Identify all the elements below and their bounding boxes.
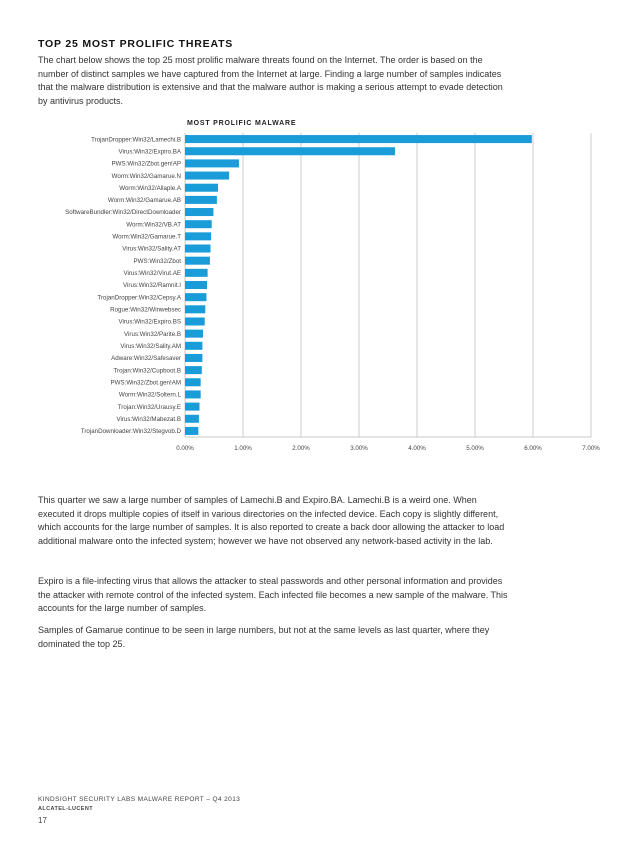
category-label: Worm:Win32/Soltern.L: [118, 391, 181, 399]
footer-company: ALCATEL-LUCENT: [38, 806, 93, 812]
category-label: TrojanDropper:Win32/Cepsy.A: [97, 294, 181, 302]
category-label: Virus:Win32/Virut.AE: [123, 270, 181, 278]
bar: [185, 220, 212, 228]
bar: [185, 281, 207, 289]
x-tick-label: 2.00%: [292, 445, 310, 452]
bar: [185, 330, 203, 338]
category-label: PWS:Win32/Zbot.gen!AM: [110, 379, 181, 387]
bar: [185, 159, 239, 167]
x-tick-label: 6.00%: [524, 445, 542, 452]
category-label: Trojan:Win32/Urausy.E: [117, 403, 181, 411]
bar: [185, 208, 213, 216]
category-label: Adware:Win32/Safesaver: [111, 355, 181, 363]
intro-paragraph: The chart below shows the top 25 most prolific malware threats found on the Internet. The order is based on the number of distinct samples we have captured from the Internet at large. Finding a large number of samples indicates that the malware distribution is extensive and that the malware author is making a serious attempt to evade detection by antivirus products.: [38, 55, 503, 106]
bar: [185, 232, 211, 240]
x-tick-label: 0.00%: [176, 445, 194, 452]
category-label: TrojanDownloader:Win32/Stegvob.D: [80, 428, 181, 436]
body-paragraph-1: This quarter we saw a large number of samples of Lamechi.B and Expiro.BA. Lamechi.B is a weird one. When executed it drops multiple copies of itself in various directories on the infected device. Each copy is slightly different, which accounts for the large number of samples. It is also reported to create a back door allowing the attacker to load additional malware onto the infected system; however we have not observed any network-based activity in the lab.: [38, 495, 505, 546]
category-label: Virus:Win32/Mabezat.B: [116, 415, 181, 423]
bar: [185, 257, 210, 265]
bar: [185, 305, 205, 313]
bar: [185, 293, 206, 301]
category-label: Worm:Win32/Allaple.A: [119, 184, 181, 192]
bar: [185, 172, 229, 180]
category-label: Trojan:Win32/Cupboot.B: [113, 367, 181, 375]
bar: [185, 147, 395, 155]
category-label: Worm:Win32/Gamarue.AB: [107, 197, 181, 205]
section-title: TOP 25 MOST PROLIFIC THREATS: [38, 38, 234, 50]
bar: [185, 390, 201, 398]
x-tick-label: 1.00%: [234, 445, 252, 452]
bar: [185, 415, 199, 423]
category-label: SoftwareBundler:Win32/DirectDownloader: [65, 209, 181, 217]
x-tick-label: 7.00%: [582, 445, 600, 452]
bar: [185, 427, 198, 435]
x-tick-label: 4.00%: [408, 445, 426, 452]
page-number: 17: [38, 816, 47, 825]
chart-title: MOST PROLIFIC MALWARE: [187, 120, 297, 127]
category-label: TrojanDropper:Win32/Lamechi.B: [91, 136, 181, 144]
footer-report-title: KINDSIGHT SECURITY LABS MALWARE REPORT – Q4 2013: [38, 796, 241, 803]
category-label: Virus:Win32/Sality.AM: [120, 343, 181, 350]
bar: [185, 269, 208, 277]
body-paragraph-2: Expiro is a file-infecting virus that allows the attacker to steal passwords and other personal information and provides the attacker with remote control of the infected system. Each infected file becomes a new sample of the malware. This accounts for the large number of samples.: [38, 576, 508, 613]
bar: [185, 317, 205, 325]
category-label: Rogue:Win32/Winwebsec: [110, 306, 181, 314]
bar: [185, 135, 532, 143]
bar: [185, 184, 218, 192]
body-paragraph-3: Samples of Gamarue continue to be seen in large numbers, but not at the same levels as last quarter, where they dominated the top 25.: [38, 625, 490, 649]
x-tick-label: 3.00%: [350, 445, 368, 452]
bar: [185, 403, 200, 411]
category-label: PWS:Win32/Zbot: [133, 257, 181, 265]
x-tick-label: 5.00%: [466, 445, 484, 452]
category-label: Worm:Win32/VB.AT: [126, 221, 181, 229]
bar: [185, 366, 202, 374]
category-label: PWS:Win32/Zbot.gen!AP: [111, 160, 181, 168]
category-label: Virus:Win32/Expiro.BS: [118, 318, 181, 326]
category-label: Virus:Win32/Ramnit.I: [123, 282, 181, 290]
category-label: Virus:Win32/Expiro.BA: [118, 148, 181, 156]
bar: [185, 354, 202, 362]
bar: [185, 342, 202, 350]
category-label: Virus:Win32/Parite.B: [124, 330, 181, 338]
bar: [185, 196, 217, 204]
category-label: Virus:Win32/Sality.AT: [122, 245, 181, 253]
bar: [185, 378, 201, 386]
category-label: Worm:Win32/Gamarue.T: [112, 233, 181, 241]
category-label: Worm:Win32/Gamarue.N: [111, 172, 181, 180]
bar: [185, 245, 211, 253]
